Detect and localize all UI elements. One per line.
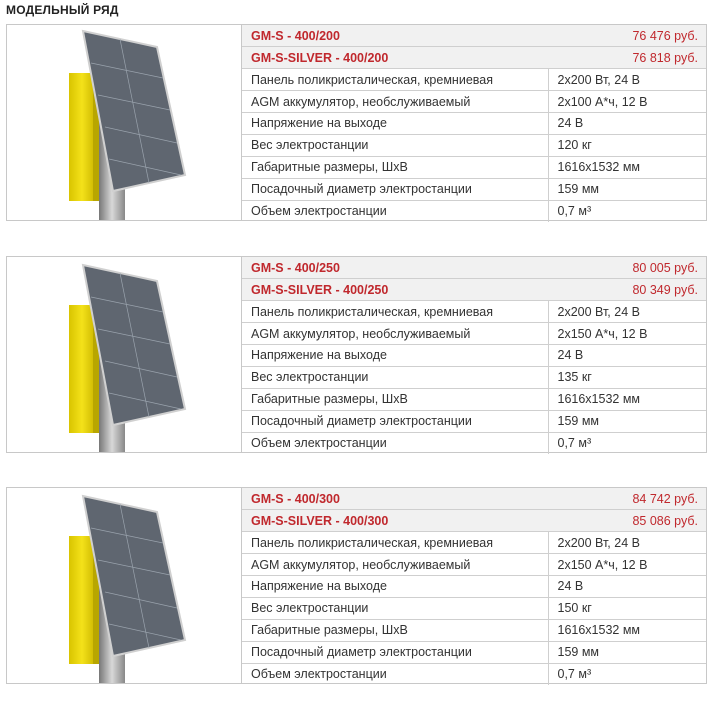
spec-row: [242, 366, 706, 388]
spec-value: 0,7 м³: [548, 663, 706, 685]
spec-value: 159 мм: [548, 410, 706, 432]
spec-label: Напряжение на выходе: [242, 576, 548, 598]
solar-station-illustration: [7, 25, 242, 220]
spec-row: [242, 554, 706, 576]
spec-label: Объем электростанции: [251, 667, 387, 682]
model-price: 80 349 руб.: [548, 279, 706, 301]
spec-label: Напряжение на выходе: [242, 345, 548, 367]
spec-label: Вес электростанции: [242, 597, 548, 619]
spec-row: [242, 345, 706, 367]
model-name[interactable]: GM-S - 400/250: [242, 257, 548, 279]
spec-table: [242, 25, 706, 222]
spec-label: AGM аккумулятор, необслуживаемый: [242, 91, 548, 113]
spec-value: 135 кг: [548, 366, 706, 388]
spec-value: 159 мм: [548, 641, 706, 663]
spec-label: Габаритные размеры, ШхВ: [242, 619, 548, 641]
spec-row: [242, 532, 706, 554]
model-price: 76 818 руб.: [548, 47, 706, 69]
spec-row: [242, 134, 706, 156]
spec-row: [242, 597, 706, 619]
spec-table: [242, 257, 706, 454]
product-card: [6, 487, 707, 684]
model-row: [242, 510, 706, 532]
spec-label: Посадочный диаметр электростанции: [242, 410, 548, 432]
model-name[interactable]: GM-S-SILVER - 400/250: [242, 279, 548, 301]
spec-value: 120 кг: [548, 134, 706, 156]
spec-value: 2x150 А*ч, 12 В: [548, 323, 706, 345]
spec-value: 150 кг: [548, 597, 706, 619]
product-card: [6, 256, 707, 453]
page-title: МОДЕЛЬНЫЙ РЯД: [6, 3, 119, 17]
model-name[interactable]: GM-S - 400/200: [242, 25, 548, 47]
spec-row: [242, 301, 706, 323]
spec-label: Панель поликристалическая, кремниевая: [242, 532, 548, 554]
spec-value: 1616x1532 мм: [548, 156, 706, 178]
solar-station-illustration: [7, 257, 242, 452]
model-name[interactable]: GM-S - 400/300: [242, 488, 548, 510]
model-row: [242, 257, 706, 279]
spec-value: 2x150 А*ч, 12 В: [548, 554, 706, 576]
spec-row: [242, 641, 706, 663]
spec-value: 2x200 Вт, 24 В: [548, 532, 706, 554]
spec-row: [242, 619, 706, 641]
spec-row: [242, 323, 706, 345]
model-price: 80 005 руб.: [548, 257, 706, 279]
spec-value: 24 В: [548, 113, 706, 135]
product-card: [6, 24, 707, 221]
spec-label: Габаритные размеры, ШхВ: [242, 156, 548, 178]
model-row: [242, 488, 706, 510]
spec-row: [242, 178, 706, 200]
spec-label: Панель поликристалическая, кремниевая: [242, 69, 548, 91]
product-image: [7, 488, 242, 683]
product-image: [7, 25, 242, 220]
spec-value: 1616x1532 мм: [548, 619, 706, 641]
spec-row: [242, 432, 706, 454]
spec-value: 0,7 м³: [548, 432, 706, 454]
spec-value: 0,7 м³: [548, 200, 706, 222]
spec-label: AGM аккумулятор, необслуживаемый: [242, 323, 548, 345]
model-row: [242, 25, 706, 47]
spec-label: Объем электростанции: [251, 204, 387, 219]
spec-row: [242, 156, 706, 178]
spec-label: Панель поликристалическая, кремниевая: [242, 301, 548, 323]
model-name[interactable]: GM-S-SILVER - 400/200: [242, 47, 548, 69]
spec-row: [242, 388, 706, 410]
spec-value: 2x200 Вт, 24 В: [548, 69, 706, 91]
spec-value: 24 В: [548, 576, 706, 598]
spec-row: [242, 113, 706, 135]
model-price: 84 742 руб.: [548, 488, 706, 510]
spec-value: 2x100 А*ч, 12 В: [548, 91, 706, 113]
spec-label: Посадочный диаметр электростанции: [242, 641, 548, 663]
spec-table: [242, 488, 706, 685]
spec-label: AGM аккумулятор, необслуживаемый: [242, 554, 548, 576]
spec-label: Габаритные размеры, ШхВ: [242, 388, 548, 410]
spec-label: Посадочный диаметр электростанции: [242, 178, 548, 200]
solar-station-illustration: [7, 488, 242, 683]
model-row: [242, 279, 706, 301]
product-image: [7, 257, 242, 452]
spec-row: [242, 410, 706, 432]
spec-row: [242, 91, 706, 113]
model-name[interactable]: GM-S-SILVER - 400/300: [242, 510, 548, 532]
spec-row: [242, 200, 706, 222]
model-price: 76 476 руб.: [548, 25, 706, 47]
spec-value: 24 В: [548, 345, 706, 367]
model-price: 85 086 руб.: [548, 510, 706, 532]
model-row: [242, 47, 706, 69]
spec-value: 159 мм: [548, 178, 706, 200]
spec-value: 1616x1532 мм: [548, 388, 706, 410]
spec-value: 2x200 Вт, 24 В: [548, 301, 706, 323]
spec-label: Объем электростанции: [251, 436, 387, 451]
spec-label: Напряжение на выходе: [242, 113, 548, 135]
spec-row: [242, 69, 706, 91]
spec-row: [242, 663, 706, 685]
spec-label: Вес электростанции: [242, 134, 548, 156]
spec-label: Вес электростанции: [242, 366, 548, 388]
spec-row: [242, 576, 706, 598]
